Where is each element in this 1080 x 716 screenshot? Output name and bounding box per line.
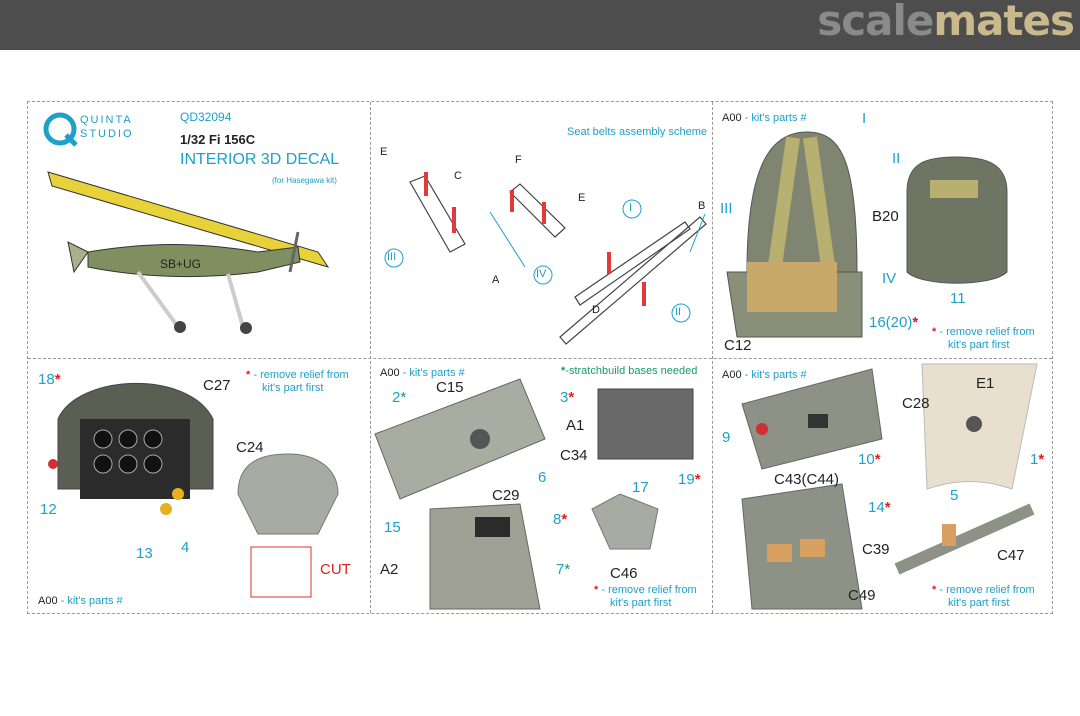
label-iii: III (720, 200, 733, 217)
product-code: QD32094 (180, 110, 232, 124)
label-5: 5 (950, 487, 959, 504)
label-c47: C47 (997, 547, 1025, 564)
label-e2: E (578, 192, 586, 204)
label-10: 10* (858, 451, 881, 468)
label-c24: C24 (236, 439, 264, 456)
label-i: I (629, 202, 633, 214)
label-c46: C46 (610, 565, 638, 582)
label-14: 14* (868, 499, 891, 516)
instruction-sheet (27, 101, 1053, 614)
label-f: F (515, 154, 522, 166)
model-scale: 1/32 Fi 156C (180, 132, 256, 147)
relief-note-line2: kit's part first (262, 382, 324, 394)
label-13: 13 (136, 545, 153, 562)
belt-diagram (370, 102, 712, 358)
label-c49: C49 (848, 587, 876, 604)
label-9: 9 (722, 429, 731, 446)
relief-note: * - remove relief from (246, 369, 349, 381)
label-18: 18* (38, 371, 61, 388)
label-12: 12 (40, 501, 57, 518)
kit-legend: A00 - kit's parts # (38, 595, 123, 607)
relief-note: * - remove relief from (932, 326, 1035, 338)
label-e: E (380, 146, 388, 158)
label-c: C (454, 170, 462, 182)
label-2: 2* (392, 389, 407, 406)
relief-note-line2: kit's part first (948, 339, 1010, 351)
label-7: 7* (556, 561, 571, 578)
kit-legend: A00 - kit's parts # (380, 367, 465, 379)
instrument-illustration (28, 359, 370, 615)
relief-note: * - remove relief from (594, 584, 697, 596)
product-title: INTERIOR 3D DECAL (180, 151, 340, 168)
label-c27: C27 (203, 377, 231, 394)
label-c34: C34 (560, 447, 588, 464)
cockpit-illustration (370, 359, 712, 615)
kit-legend: A00 - kit's parts # (722, 112, 807, 124)
panel-instrument-panel (28, 359, 370, 615)
label-c28: C28 (902, 395, 930, 412)
panel-seat (712, 102, 1054, 358)
label-15: 15 (384, 519, 401, 536)
label-b: B (698, 200, 706, 212)
label-ii: II (892, 150, 901, 167)
plane-marking: SB+UG (160, 257, 202, 271)
label-c15: C15 (436, 379, 464, 396)
label-d: D (592, 304, 600, 316)
panel-misc-parts (712, 359, 1054, 615)
label-c29: C29 (492, 487, 520, 504)
parts-illustration (712, 359, 1054, 615)
label-b20: B20 (872, 208, 899, 225)
relief-note-line2: kit's part first (610, 597, 672, 609)
brand-logo[interactable]: scalemates (817, 0, 1074, 45)
label-cut: CUT (320, 561, 351, 578)
logo-line2: STUDIO (80, 128, 134, 140)
label-iii: III (387, 251, 397, 263)
label-c43-c44: C43(C44) (774, 471, 840, 488)
label-6: 6 (538, 469, 547, 486)
diagram-title: Seat belts assembly scheme (567, 126, 708, 138)
label-ii: II (675, 306, 682, 318)
label-iv: IV (882, 270, 897, 287)
for-kit: (for Hasegawa kit) (272, 176, 337, 185)
label-a: A (492, 274, 500, 286)
label-3: 3* (560, 389, 575, 406)
relief-note-line2: kit's part first (948, 597, 1010, 609)
label-a1: A1 (566, 417, 585, 434)
label-4: 4 (181, 539, 190, 556)
panel-product-info (28, 102, 370, 358)
logo-line1: QUINTA (80, 114, 133, 126)
kit-legend: A00 - kit's parts # (722, 369, 807, 381)
label-e1: E1 (976, 375, 995, 392)
label-c12: C12 (724, 337, 752, 354)
label-1: 1* (1030, 451, 1045, 468)
label-iv: IV (536, 268, 547, 280)
label-16-20: 16(20)* (869, 314, 919, 331)
stratchbuild-note: *-stratchbuild bases needed (561, 365, 698, 377)
panel-cockpit-sides (370, 359, 712, 615)
panel-seat-belts (370, 102, 712, 358)
label-19: 19* (678, 471, 701, 488)
relief-note: * - remove relief from (932, 584, 1035, 596)
top-bar (0, 0, 1080, 50)
label-11: 11 (950, 290, 966, 307)
label-c39: C39 (862, 541, 890, 558)
label-i: I (862, 110, 867, 127)
label-a2: A2 (380, 561, 399, 578)
label-8: 8* (553, 511, 568, 528)
label-17: 17 (632, 479, 649, 496)
